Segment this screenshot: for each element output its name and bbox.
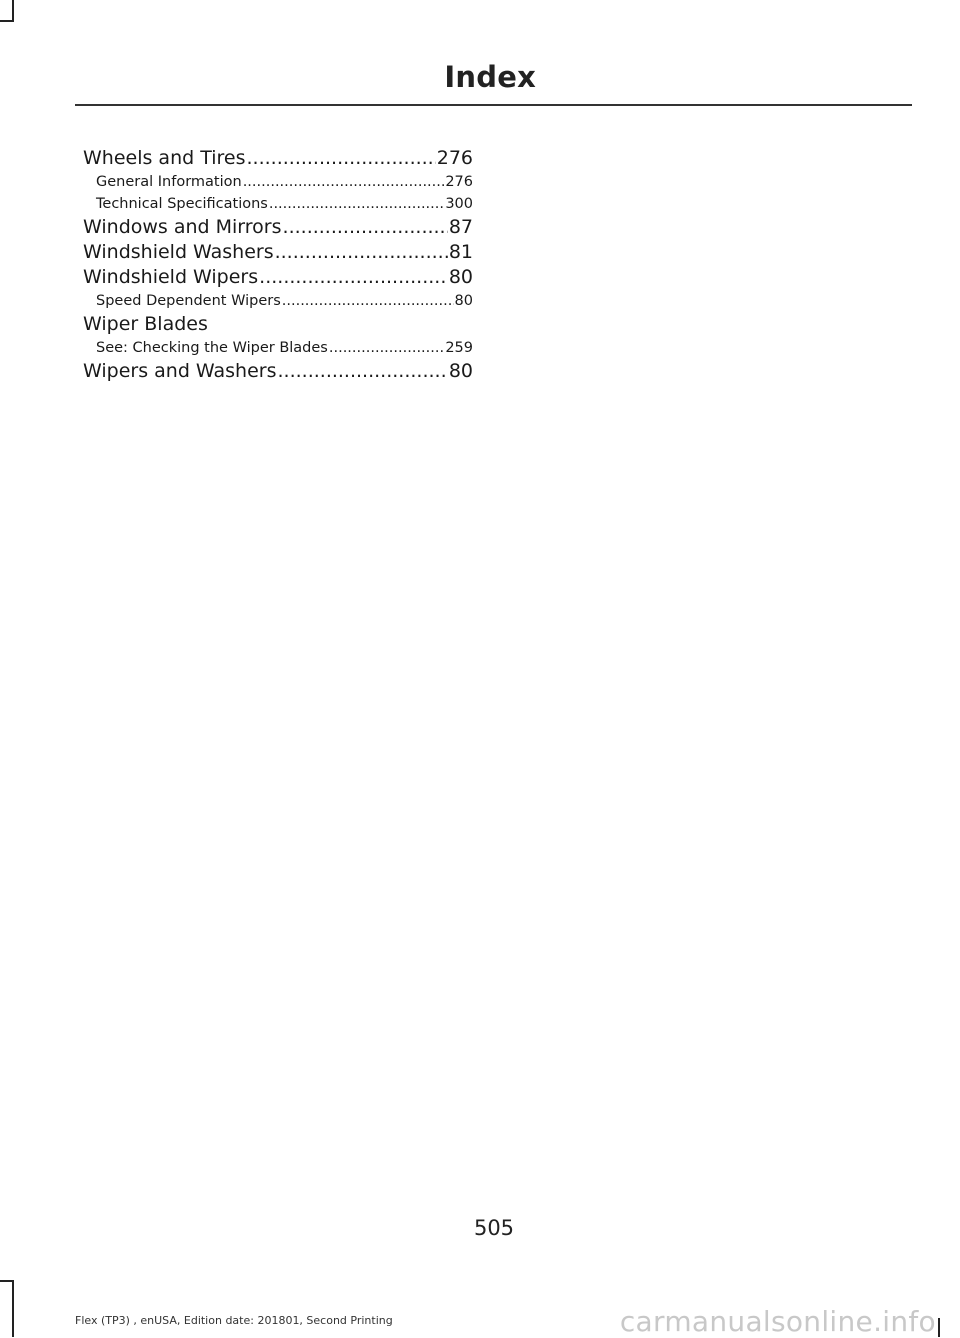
index-entry[interactable] (83, 240, 473, 265)
index-term: See: Checking the Wiper Blades (96, 340, 328, 356)
leader-dots (278, 359, 448, 384)
index-term: Speed Dependent Wipers (96, 293, 281, 309)
index-term: Wiper Blades (83, 313, 208, 335)
leader-dots (259, 265, 448, 290)
header-divider (75, 104, 912, 106)
index-term: Wheels and Tires (83, 147, 246, 169)
leader-dots (269, 193, 444, 215)
index-page: 87 (448, 216, 473, 238)
watermark: carmanualsonline.info (619, 1305, 936, 1338)
index-term: General Information (96, 174, 242, 190)
leader-dots (243, 171, 445, 193)
index-term: Windshield Washers (83, 241, 274, 263)
index-term: Wipers and Washers (83, 360, 277, 382)
index-entry[interactable] (83, 215, 473, 240)
leader-dots (247, 146, 436, 171)
crop-mark-top-left-horizontal (0, 20, 14, 22)
index-page: 80 (448, 266, 473, 288)
index-page: 300 (445, 196, 473, 212)
edition-footer: Flex (TP3) , enUSA, Edition date: 201801, Second Printing (75, 1314, 393, 1327)
index-entry[interactable] (83, 265, 473, 290)
leader-dots (275, 240, 448, 265)
index-page: 276 (436, 147, 473, 169)
leader-dots (283, 215, 448, 240)
index-page: 80 (448, 360, 473, 382)
index-term: Technical Specifications (96, 196, 268, 212)
index-subentry[interactable] (83, 290, 473, 312)
index-term: Windows and Mirrors (83, 216, 282, 238)
index-page: 276 (445, 174, 473, 190)
index-page: 80 (454, 293, 473, 309)
crop-mark-bottom-left-vertical (12, 1280, 14, 1337)
index-entry[interactable] (83, 359, 473, 384)
page-number: 505 (473, 1216, 515, 1240)
index-list (83, 146, 473, 384)
index-entry (83, 312, 473, 337)
leader-dots (329, 337, 444, 359)
index-page: 81 (448, 241, 473, 263)
crop-mark-bottom-left-horizontal (0, 1280, 14, 1282)
page-title: Index (444, 60, 536, 94)
leader-dots (282, 290, 454, 312)
index-subentry[interactable] (83, 337, 473, 359)
index-subentry[interactable] (83, 193, 473, 215)
crop-mark-top-left-vertical (12, 0, 14, 22)
index-page: 259 (445, 340, 473, 356)
index-entry[interactable] (83, 146, 473, 171)
index-subentry[interactable] (83, 171, 473, 193)
crop-mark-bottom-right-vertical (938, 1318, 940, 1337)
index-term: Windshield Wipers (83, 266, 259, 288)
